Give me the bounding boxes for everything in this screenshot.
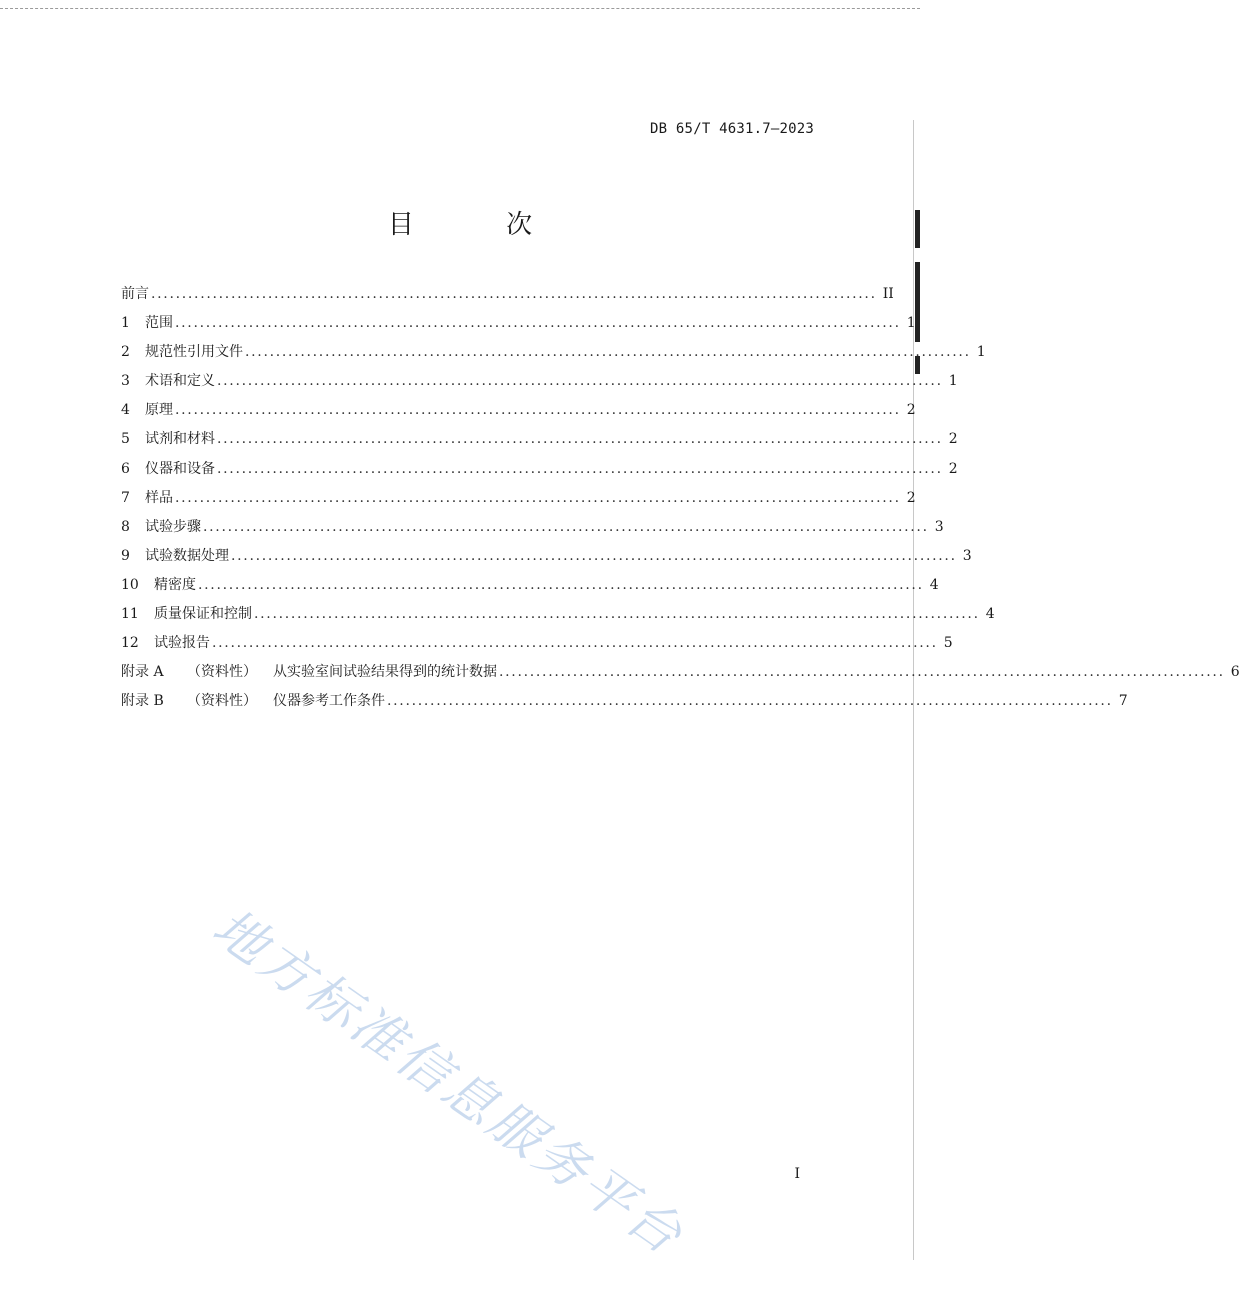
toc-label: 规范性引用文件 bbox=[145, 344, 243, 361]
toc-entry-appendix-b[interactable] bbox=[121, 687, 1128, 716]
toc-section-number: 9 bbox=[121, 547, 130, 564]
toc-leader-dots: ...................................................................................................................... bbox=[212, 635, 938, 652]
toc-label: 试验数据处理 bbox=[145, 547, 229, 564]
toc-appendix-type: （资料性） bbox=[187, 664, 257, 681]
toc-section-number: 1 bbox=[121, 315, 130, 332]
toc-entry-principle[interactable] bbox=[121, 396, 916, 425]
toc-label: 试验步骤 bbox=[145, 518, 201, 535]
toc-label: 术语和定义 bbox=[145, 373, 215, 390]
page-title: 目 次 bbox=[387, 210, 575, 240]
toc-leader-dots: ...................................................................................................................... bbox=[499, 664, 1225, 681]
toc-entry-reagents-materials[interactable] bbox=[121, 425, 958, 454]
toc-label: 从实验室间试验结果得到的统计数据 bbox=[273, 664, 497, 681]
scan-mark bbox=[915, 262, 920, 342]
toc-label: 样品 bbox=[145, 489, 173, 506]
toc-label: 仪器参考工作条件 bbox=[273, 693, 385, 710]
toc-page-number: 4 bbox=[985, 606, 995, 623]
toc-page-number: 3 bbox=[934, 518, 944, 535]
toc-leader-dots: ...................................................................................................................... bbox=[175, 489, 901, 506]
toc-label: 精密度 bbox=[154, 576, 196, 593]
toc-entry-quality-assurance[interactable] bbox=[121, 600, 995, 629]
toc-section-number: 3 bbox=[121, 373, 130, 390]
toc-appendix-label: 附录 B bbox=[121, 693, 164, 710]
toc-section-number: 10 bbox=[121, 576, 139, 593]
toc-leader-dots: ...................................................................................................................... bbox=[175, 402, 901, 419]
toc-appendix-label: 附录 A bbox=[121, 664, 164, 681]
toc-leader-dots: ...................................................................................................................... bbox=[198, 576, 924, 593]
toc-entry-instruments-equipment[interactable] bbox=[121, 455, 958, 484]
toc-leader-dots: ...................................................................................................................... bbox=[151, 286, 877, 302]
toc-leader-dots: ...................................................................................................................... bbox=[217, 431, 943, 448]
toc-page-number: 2 bbox=[906, 402, 916, 419]
table-of-contents bbox=[121, 280, 1240, 716]
toc-section-number: 4 bbox=[121, 402, 130, 419]
watermark: 地方标准信息服务平台 bbox=[201, 897, 695, 1268]
toc-leader-dots: ...................................................................................................................... bbox=[254, 606, 980, 623]
toc-page-number: 5 bbox=[943, 635, 953, 652]
toc-section-number: 8 bbox=[121, 518, 130, 535]
toc-appendix-type: （资料性） bbox=[187, 693, 257, 710]
toc-leader-dots: ...................................................................................................................... bbox=[231, 547, 957, 564]
toc-label: 试验报告 bbox=[154, 635, 210, 652]
toc-page-number: 3 bbox=[962, 547, 972, 564]
toc-section-number: 7 bbox=[121, 489, 130, 506]
toc-entry-scope[interactable] bbox=[121, 309, 916, 338]
toc-page-number: 2 bbox=[948, 431, 958, 448]
toc-section-number: 11 bbox=[121, 606, 139, 623]
toc-entry-precision[interactable] bbox=[121, 571, 939, 600]
toc-leader-dots: ...................................................................................................................... bbox=[245, 344, 971, 361]
toc-entry-samples[interactable] bbox=[121, 484, 916, 513]
toc-page-number: 2 bbox=[948, 460, 958, 477]
toc-section-number: 5 bbox=[121, 431, 130, 448]
toc-leader-dots: ...................................................................................................................... bbox=[387, 693, 1113, 710]
scan-top-edge bbox=[0, 0, 920, 9]
toc-section-number: 6 bbox=[121, 460, 130, 477]
toc-label: 质量保证和控制 bbox=[154, 606, 252, 623]
toc-page-number: 6 bbox=[1230, 664, 1240, 681]
toc-entry-test-procedure[interactable] bbox=[121, 513, 944, 542]
toc-page-number: 1 bbox=[948, 373, 958, 390]
toc-entry-foreword[interactable] bbox=[121, 280, 894, 309]
toc-entry-data-processing[interactable] bbox=[121, 542, 972, 571]
toc-label: 前言 bbox=[121, 286, 149, 302]
toc-entry-test-report[interactable] bbox=[121, 629, 953, 658]
toc-page-number: 7 bbox=[1118, 693, 1128, 710]
toc-page-number: 4 bbox=[929, 576, 939, 593]
toc-section-number: 2 bbox=[121, 344, 130, 361]
toc-leader-dots: ...................................................................................................................... bbox=[217, 460, 943, 477]
toc-label: 范围 bbox=[145, 315, 173, 332]
document-code: DB 65/T 4631.7—2023 bbox=[650, 121, 814, 137]
toc-section-number: 12 bbox=[121, 635, 139, 652]
toc-leader-dots: ...................................................................................................................... bbox=[175, 315, 901, 332]
toc-entry-terms-definitions[interactable] bbox=[121, 367, 958, 396]
toc-leader-dots: ...................................................................................................................... bbox=[203, 518, 929, 535]
toc-leader-dots: ...................................................................................................................... bbox=[217, 373, 943, 390]
toc-entry-normative-references[interactable] bbox=[121, 338, 986, 367]
toc-page-number: 1 bbox=[906, 315, 916, 332]
toc-label: 原理 bbox=[145, 402, 173, 419]
toc-entry-appendix-a[interactable] bbox=[121, 658, 1240, 687]
toc-page-number: II bbox=[882, 286, 894, 302]
toc-label: 试剂和材料 bbox=[145, 431, 215, 448]
toc-label: 仪器和设备 bbox=[145, 460, 215, 477]
footer-page-number: I bbox=[794, 1166, 800, 1182]
toc-page-number: 2 bbox=[906, 489, 916, 506]
toc-page-number: 1 bbox=[976, 344, 986, 361]
